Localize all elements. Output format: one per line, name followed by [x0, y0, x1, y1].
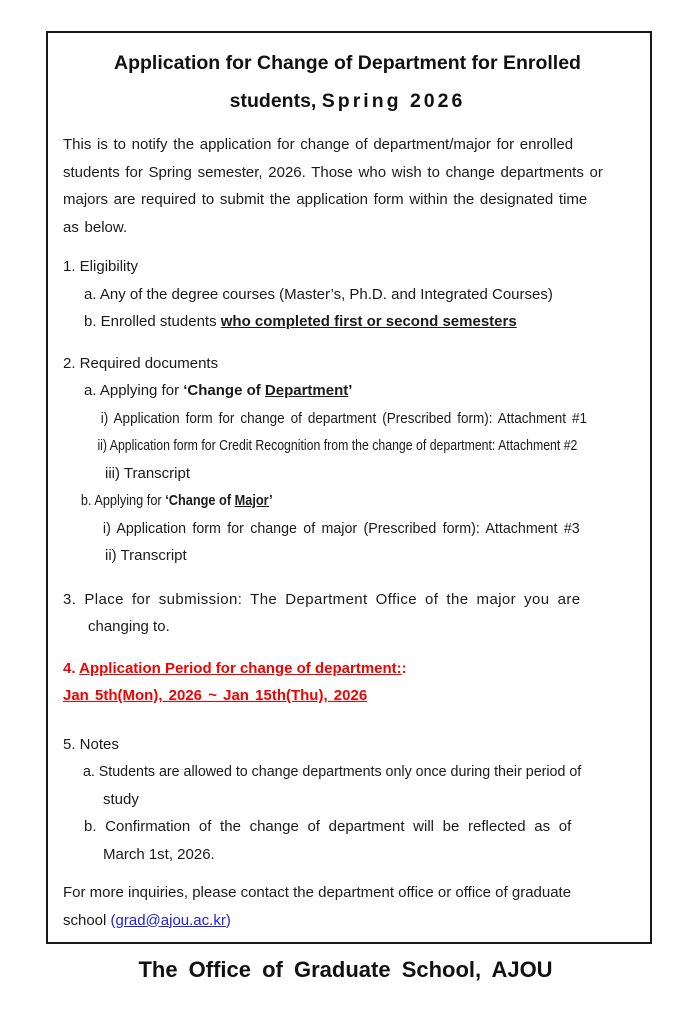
required-docs-sub-a-iii: iii) Transcript	[105, 464, 191, 482]
section-application-period	[63, 655, 632, 710]
eligibility-item-b	[63, 308, 632, 336]
contact-paragraph	[63, 879, 632, 934]
section-required-documents	[63, 350, 632, 570]
intro-line-3: majors are required to submit the application form within the designated time	[63, 191, 588, 208]
application-period-title-underlined: Application Period for change of department:	[79, 659, 402, 677]
required-docs-heading: 2. Required documents	[63, 354, 219, 372]
required-docs-sub-a-i: i) Application form for change of department (Prescribed form): Attachment #1	[100, 409, 588, 427]
required-docs-item-b-quote: ’	[269, 492, 273, 509]
application-period-number: 4.	[63, 659, 80, 677]
section-submission	[63, 586, 632, 641]
contact-email-link[interactable]: grad@ajou.ac.kr	[115, 911, 226, 929]
notes-item-a-line-1: a. Students are allowed to change departments only once during their period of	[82, 763, 582, 780]
eligibility-item-a: a. Any of the degree courses (Master’s, Ph.D. and Integrated Courses)	[84, 285, 553, 303]
section-eligibility	[63, 253, 632, 336]
title-line-2-text: students,	[229, 90, 317, 112]
submission-line-1: 3. Place for submission: The Department Office of the major you are	[63, 590, 581, 608]
notice-box	[46, 31, 652, 944]
signature-office: The Office of Graduate School, AJOU	[138, 957, 553, 982]
required-docs-item-a	[63, 377, 632, 405]
required-docs-item-b-underlined: Major	[234, 492, 270, 509]
title-line-1: Application for Change of Department for Enrolled	[114, 52, 581, 74]
section-notes	[63, 731, 632, 869]
contact-line-2	[63, 907, 632, 935]
document-title	[63, 44, 632, 120]
notes-item-a-line-2: study	[103, 790, 139, 808]
contact-paren-close: )	[225, 911, 231, 929]
required-docs-item-a-underlined: Department	[264, 382, 349, 399]
intro-line-2: students for Spring semester, 2026. Those who wish to change departments or	[63, 163, 603, 181]
application-period-dates: Jan 5th(Mon), 2026 ~ Jan 15th(Thu), 2026	[63, 687, 368, 704]
eligibility-heading: 1. Eligibility	[63, 258, 139, 275]
required-docs-item-a-quote: ’	[348, 382, 353, 399]
required-docs-item-a-bold: ‘Change of	[183, 382, 265, 399]
required-docs-item-b-prefix: b. Applying for	[80, 492, 166, 509]
notes-item-b-line-2: March 1st, 2026.	[103, 845, 215, 863]
eligibility-item-b-emphasis: who completed first or second semesters	[220, 313, 517, 330]
contact-paren-open: (	[110, 911, 116, 929]
intro-line-4: as below.	[63, 218, 128, 236]
required-docs-item-b	[63, 487, 547, 515]
notes-item-b-line-1: b. Confirmation of the change of department will be reflected as of	[84, 818, 572, 835]
eligibility-item-b-prefix: b. Enrolled students	[84, 313, 221, 330]
notes-heading: 5. Notes	[63, 735, 119, 753]
contact-line-1: For more inquiries, please contact the department office or office of graduate	[63, 884, 572, 901]
intro-paragraph	[63, 131, 632, 241]
application-period-colon: :	[401, 659, 407, 677]
intro-line-1: This is to notify the application for change of department/major for enrolled	[63, 136, 574, 153]
title-line-2-season: Spring 2026	[321, 90, 466, 112]
required-docs-sub-b-i: i) Application form for change of major (Prescribed form): Attachment #3	[102, 519, 580, 537]
required-docs-item-a-prefix: a. Applying for	[84, 382, 184, 399]
title-line-2	[63, 82, 632, 120]
required-docs-sub-b-ii: ii) Transcript	[105, 547, 187, 564]
contact-line-2-prefix: school	[63, 911, 111, 929]
required-docs-item-b-bold: ‘Change of	[165, 492, 235, 509]
required-docs-sub-a-ii: ii) Application form for Credit Recognition from the change of department: Attachment #2	[97, 437, 578, 454]
submission-line-2: changing to.	[88, 618, 170, 635]
application-period-heading	[63, 655, 632, 683]
